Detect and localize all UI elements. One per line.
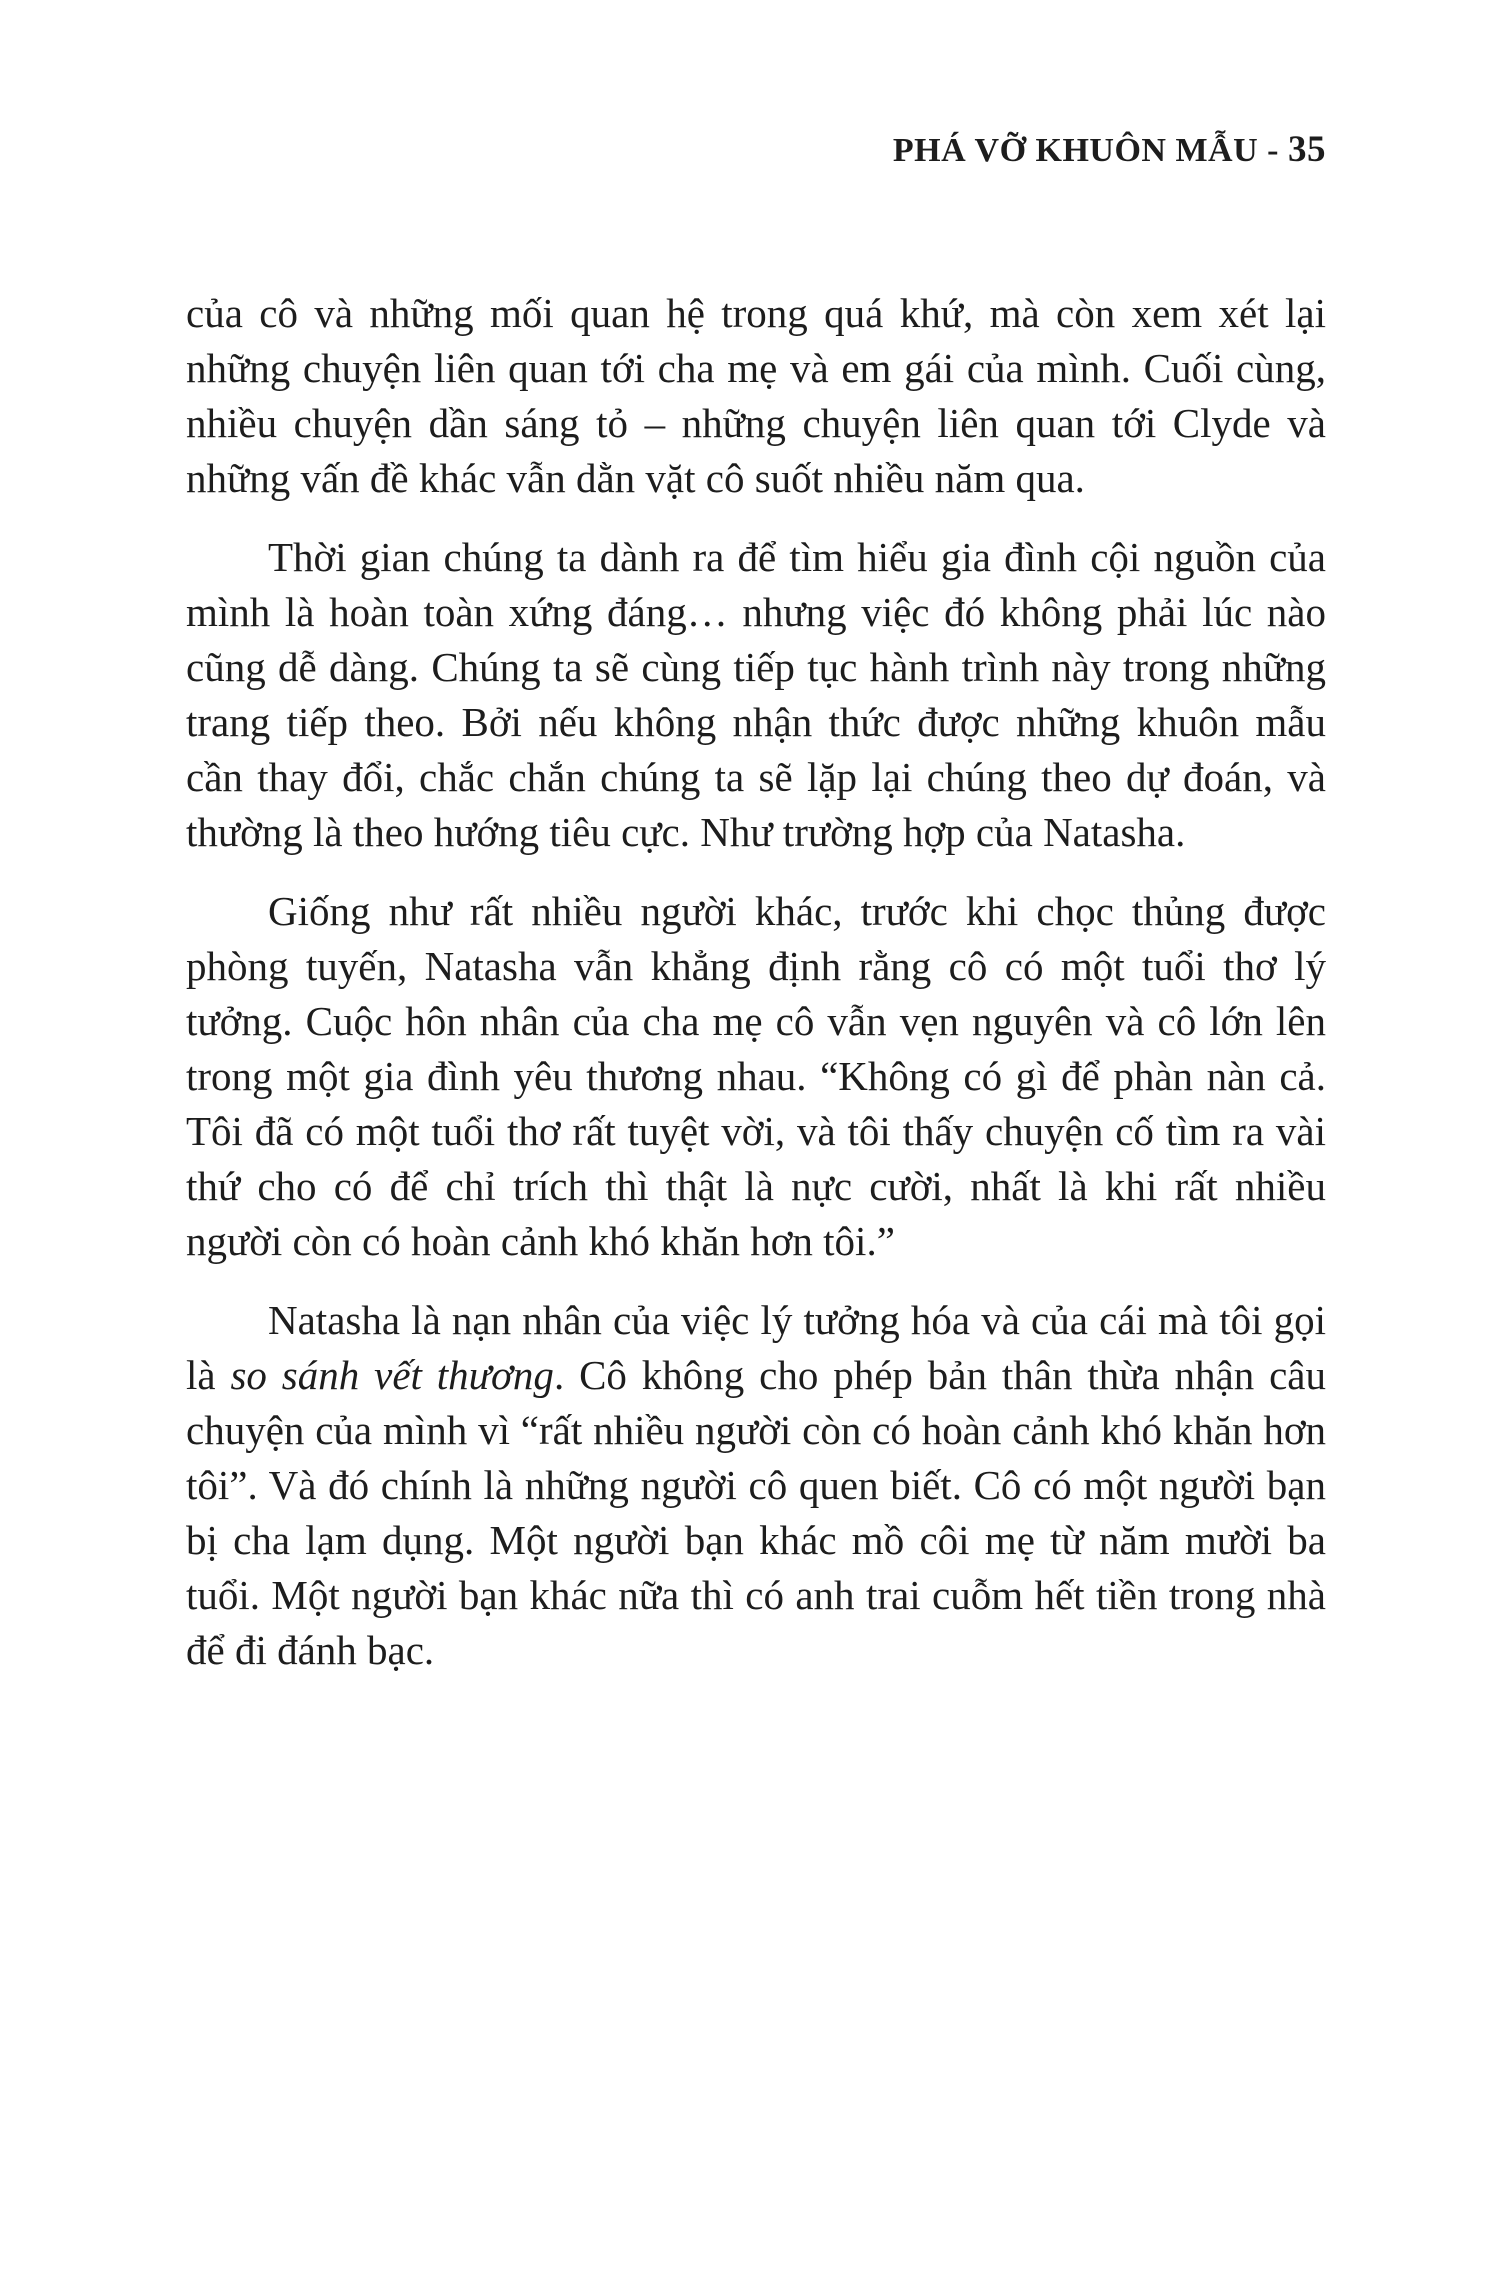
running-header-title: PHÁ VỠ KHUÔN MẪU bbox=[892, 132, 1259, 169]
page-body bbox=[186, 286, 1326, 1678]
italic-phrase: so sánh vết thương bbox=[230, 1352, 554, 1398]
paragraph-text: của cô và những mối quan hệ trong quá khứ, mà còn xem xét lại những chuyện liên quan tới cha mẹ và em gái của mình. Cuối cùng, nhiều chuyện dần sáng tỏ – những chuyện liên quan tới Clyde và những vấn đề khác vẫn dằn vặt cô suốt nhiều năm qua. bbox=[186, 290, 1326, 501]
paragraph bbox=[186, 1293, 1326, 1678]
paragraph-text: Thời gian chúng ta dành ra để tìm hiểu gia đình cội nguồn của mình là hoàn toàn xứng đáng… nhưng việc đó không phải lúc nào cũng dễ dàng. Chúng ta sẽ cùng tiếp tục hành trình này trong những trang tiếp theo. Bởi nếu không nhận thức được những khuôn mẫu cần thay đổi, chắc chắn chúng ta sẽ lặp lại chúng theo dự đoán, và thường là theo hướng tiêu cực. Như trường hợp của Natasha. bbox=[186, 534, 1326, 855]
page-number: 35 bbox=[1288, 129, 1326, 170]
running-header-separator: - bbox=[1258, 132, 1288, 169]
paragraph-text: . Cô không cho phép bản thân thừa nhận câu chuyện của mình vì “rất nhiều người còn có hoàn cảnh khó khăn hơn tôi”. Và đó chính là những người cô quen biết. Cô có một người bạn bị cha lạm dụng. Một người bạn khác mồ côi mẹ từ năm mười ba tuổi. Một người bạn khác nữa thì có anh trai cuỗm hết tiền trong nhà để đi đánh bạc. bbox=[186, 1352, 1326, 1673]
paragraph-text: Giống như rất nhiều người khác, trước khi chọc thủng được phòng tuyến, Natasha vẫn khẳng định rằng cô có một tuổi thơ lý tưởng. Cuộc hôn nhân của cha mẹ cô vẫn vẹn nguyên và cô lớn lên trong một gia đình yêu thương nhau. “Không có gì để phàn nàn cả. Tôi đã có một tuổi thơ rất tuyệt vời, và tôi thấy chuyện cố tìm ra vài thứ cho có để chỉ trích thì thật là nực cười, nhất là khi rất nhiều người còn có hoàn cảnh khó khăn hơn tôi.” bbox=[186, 888, 1326, 1264]
paragraph-text: Natasha là nạn nhân của việc lý tưởng hóa và của cái mà tôi gọi là bbox=[186, 1297, 1326, 1398]
running-header bbox=[186, 128, 1326, 171]
paragraph bbox=[186, 286, 1326, 506]
paragraph bbox=[186, 884, 1326, 1269]
paragraph bbox=[186, 530, 1326, 860]
